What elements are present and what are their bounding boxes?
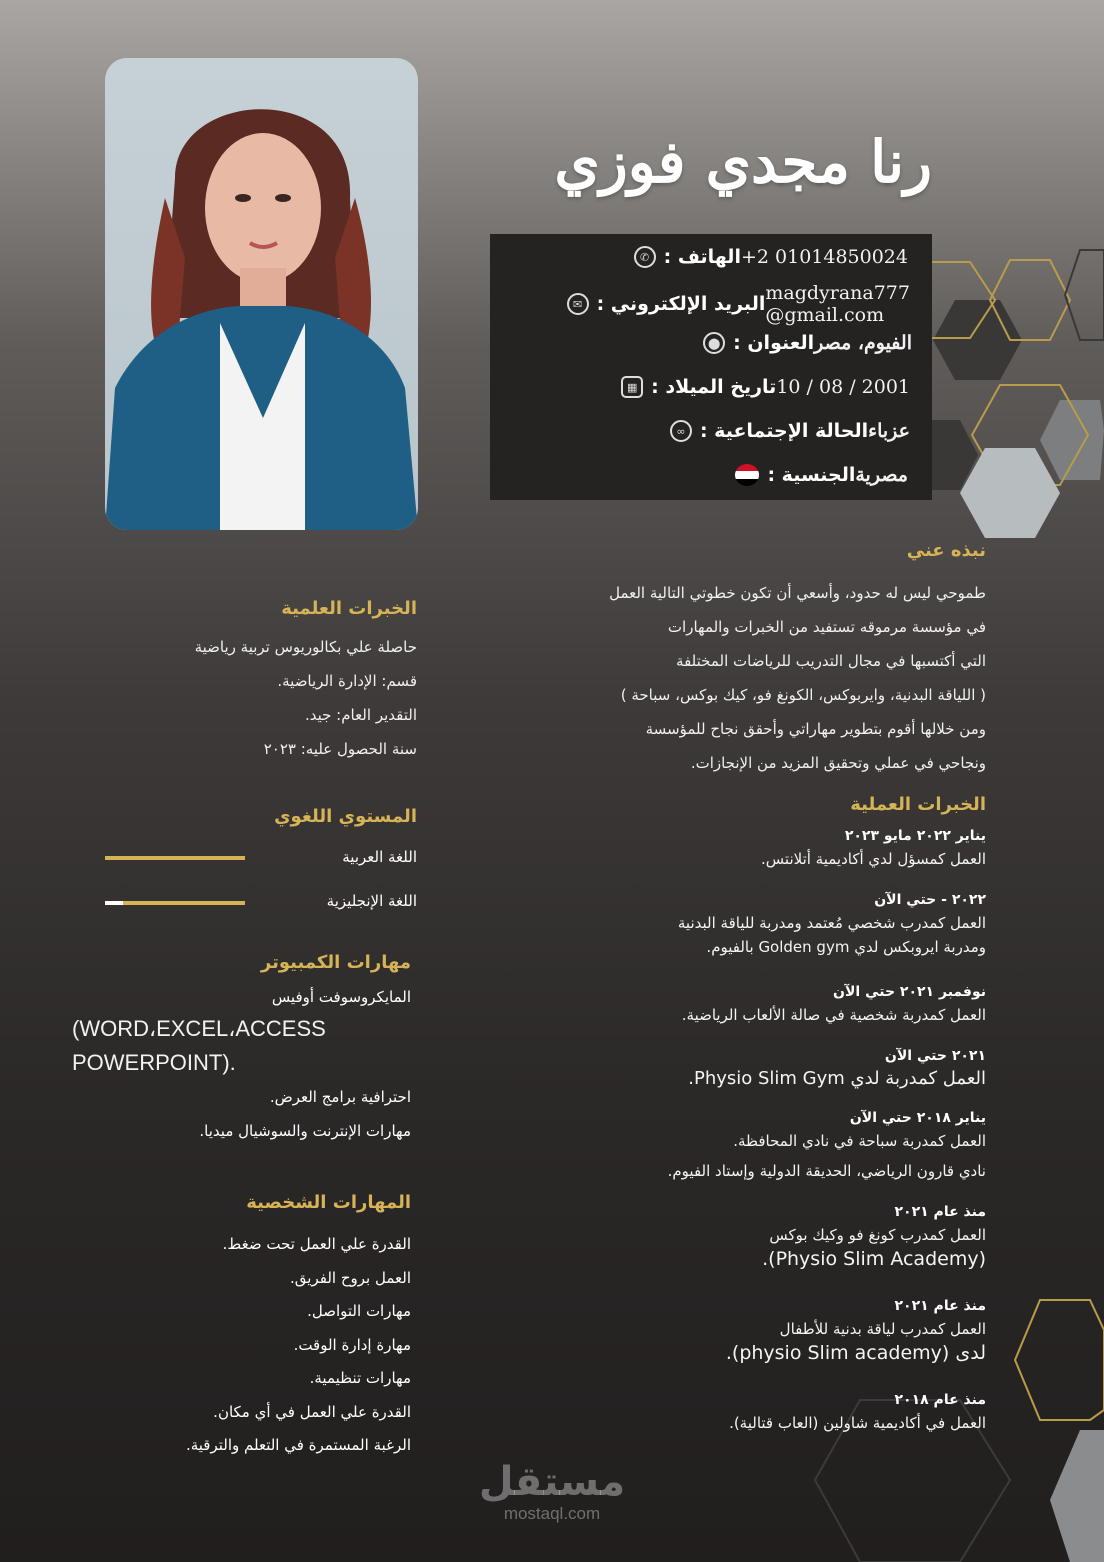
work-line: العمل كمدربة لدي Physio Slim Gym. — [688, 1068, 986, 1089]
contact-address-row — [693, 332, 918, 354]
personal-item: القدرة علي العمل في أي مكان. — [213, 1402, 411, 1421]
personal-item: العمل بروح الفريق. — [290, 1268, 411, 1287]
work-line: العمل كمدرب كونغ فو وكيك بوكس — [769, 1226, 986, 1244]
language-arabic-bar — [105, 856, 245, 860]
computer-line-internet: مهارات الإنترنت والسوشيال ميديا. — [199, 1122, 411, 1140]
address-value: الفيوم، مصر — [814, 332, 912, 354]
personal-item: القدرة علي العمل تحت ضغط. — [222, 1235, 411, 1253]
watermark-arabic: مستقل — [478, 1459, 626, 1505]
phone-label: الهاتف : — [663, 246, 741, 268]
about-line: ونجاحي في عملي وتحقيق المزيد من الإنجازات. — [690, 754, 986, 772]
contact-phone-row — [624, 246, 918, 268]
about-line: التي أكتسبها في مجال التدريب للرياضات المختلفة — [676, 652, 986, 670]
marital-value: عزباء — [868, 420, 910, 442]
education-line: سنة الحصول عليه: ٢٠٢٣ — [263, 740, 417, 758]
work-date: منذ عام ٢٠٢١ — [894, 1204, 986, 1220]
language-english-bar — [105, 901, 245, 905]
personal-item: مهارات تنظيمية. — [309, 1369, 411, 1387]
egypt-flag-icon — [735, 464, 759, 486]
phone-icon: ✆ — [634, 246, 656, 268]
work-date: منذ عام ٢٠٢١ — [894, 1298, 986, 1314]
work-line: العمل كمدرب شخصي مُعتمد ومدربة للياقة البدنية — [677, 914, 986, 932]
marital-label: الحالة الإجتماعية : — [699, 420, 869, 442]
email-value — [765, 282, 910, 326]
about-title: نبذه عني — [906, 540, 986, 561]
work-date: يناير ٢٠٢٢ مايو ٢٠٢٣ — [844, 828, 986, 844]
calendar-icon: ▦ — [621, 376, 643, 398]
work-list — [546, 828, 986, 1452]
education-title: الخبرات العلمية — [281, 598, 417, 619]
work-date: يناير ٢٠١٨ حتي الآن — [849, 1110, 986, 1126]
about-line: طموحي ليس له حدود، وأسعي أن تكون خطوتي التالية العمل — [609, 584, 986, 602]
contact-panel — [490, 234, 932, 500]
work-date: ٢٠٢١ حتي الآن — [884, 1048, 986, 1064]
full-name: رنا مجدي فوزي — [554, 128, 932, 196]
contact-nationality-row — [725, 464, 918, 486]
watermark-latin: mostaql.com — [503, 1504, 601, 1523]
work-item — [546, 984, 986, 1048]
computer-line-office: المايكروسوفت أوفيس — [271, 988, 411, 1006]
about-text — [546, 576, 986, 780]
nationality-value: مصرية — [855, 464, 908, 486]
education-line: قسم: الإدارة الرياضية. — [277, 672, 417, 690]
language-english-label: اللغة الإنجليزية — [326, 892, 417, 910]
work-line: (Physio Slim Academy). — [762, 1248, 986, 1270]
about-line: ( اللياقة البدنية، وايربوكس، الكونغ فو، كيك بوكس، سباحة ) — [620, 686, 986, 704]
work-line: العمل كمدربة سباحة في نادي المحافظة. — [733, 1132, 986, 1150]
nationality-label: الجنسية : — [767, 464, 856, 486]
work-title: الخبرات العملية — [850, 794, 986, 815]
work-line: العمل كمسؤل لدي أكاديمية أتلانتس. — [761, 850, 986, 868]
birth-value: 10 / 08 / 2001 — [776, 376, 910, 398]
language-arabic-label: اللغة العربية — [342, 848, 417, 866]
personal-title: المهارات الشخصية — [246, 1192, 411, 1213]
personal-item: مهارة إدارة الوقت. — [293, 1335, 411, 1354]
about-line: في مؤسسة مرموقه تستفيد من الخبرات والمهارات — [667, 618, 986, 636]
language-english-bar-fill — [123, 901, 245, 905]
contact-birth-row — [611, 376, 918, 398]
work-line: العمل كمدرب لياقة بدنية للأطفال — [779, 1320, 986, 1338]
location-pin-icon: ⬤ — [703, 332, 725, 354]
rings-icon: ∞ — [670, 420, 692, 442]
email-value-line-2: @gmail.com — [765, 304, 885, 326]
work-item — [546, 828, 986, 892]
personal-list — [91, 1228, 411, 1463]
education-list — [117, 630, 417, 766]
work-date: نوفمبر ٢٠٢١ حتي الآن — [833, 984, 986, 1000]
work-line: العمل كمدربة شخصية في صالة الألعاب الرياضية. — [681, 1006, 986, 1024]
email-label: البريد الإلكتروني : — [596, 293, 766, 315]
mail-icon: ✉ — [567, 293, 589, 315]
computer-line-apps-2: POWERPOINT). — [72, 1050, 236, 1075]
computer-line-presentation: احترافية برامج العرض. — [269, 1088, 411, 1106]
personal-item: مهارات التواصل. — [307, 1302, 411, 1320]
languages-title: المستوي اللغوي — [274, 806, 417, 827]
work-item — [546, 1298, 986, 1392]
phone-value: +2 01014850024 — [740, 246, 908, 268]
computer-line-apps-1: (WORD،EXCEL،ACCESS — [72, 1016, 326, 1041]
email-value-line-1: magdyrana777 — [765, 282, 910, 304]
work-item — [546, 1110, 986, 1204]
work-item — [546, 892, 986, 984]
contact-marital-row — [660, 420, 918, 442]
work-line: نادي قارون الرياضي، الحديقة الدولية وإستاد الفيوم. — [667, 1162, 986, 1180]
work-item — [546, 1392, 986, 1452]
work-line: ومدربة ايروبكس لدي Golden gym بالفيوم. — [706, 938, 986, 956]
education-line: التقدير العام: جيد. — [304, 706, 417, 724]
work-item — [546, 1048, 986, 1110]
personal-item: الرغبة المستمرة في التعلم والترقية. — [185, 1436, 411, 1454]
computer-title: مهارات الكمبيوتر — [260, 952, 411, 973]
work-line: لدى (physio Slim academy). — [725, 1342, 986, 1364]
education-line: حاصلة علي بكالوريوس تربية رياضية — [194, 638, 417, 656]
work-date: ٢٠٢٢ - حتي الآن — [874, 892, 986, 908]
about-line: ومن خلالها أقوم بتطوير مهاراتي وأحقق نجاح للمؤسسة — [645, 720, 986, 738]
work-date: منذ عام ٢٠١٨ — [894, 1392, 986, 1408]
address-label: العنوان : — [733, 332, 815, 354]
profile-photo — [105, 58, 418, 530]
birth-label: تاريخ الميلاد : — [651, 376, 777, 398]
portrait-illustration — [105, 58, 418, 530]
watermark — [470, 1460, 634, 1524]
work-item — [546, 1204, 986, 1298]
work-line: العمل في أكاديمية شاولين (العاب قتالية). — [729, 1414, 986, 1432]
contact-email-row — [557, 282, 918, 326]
